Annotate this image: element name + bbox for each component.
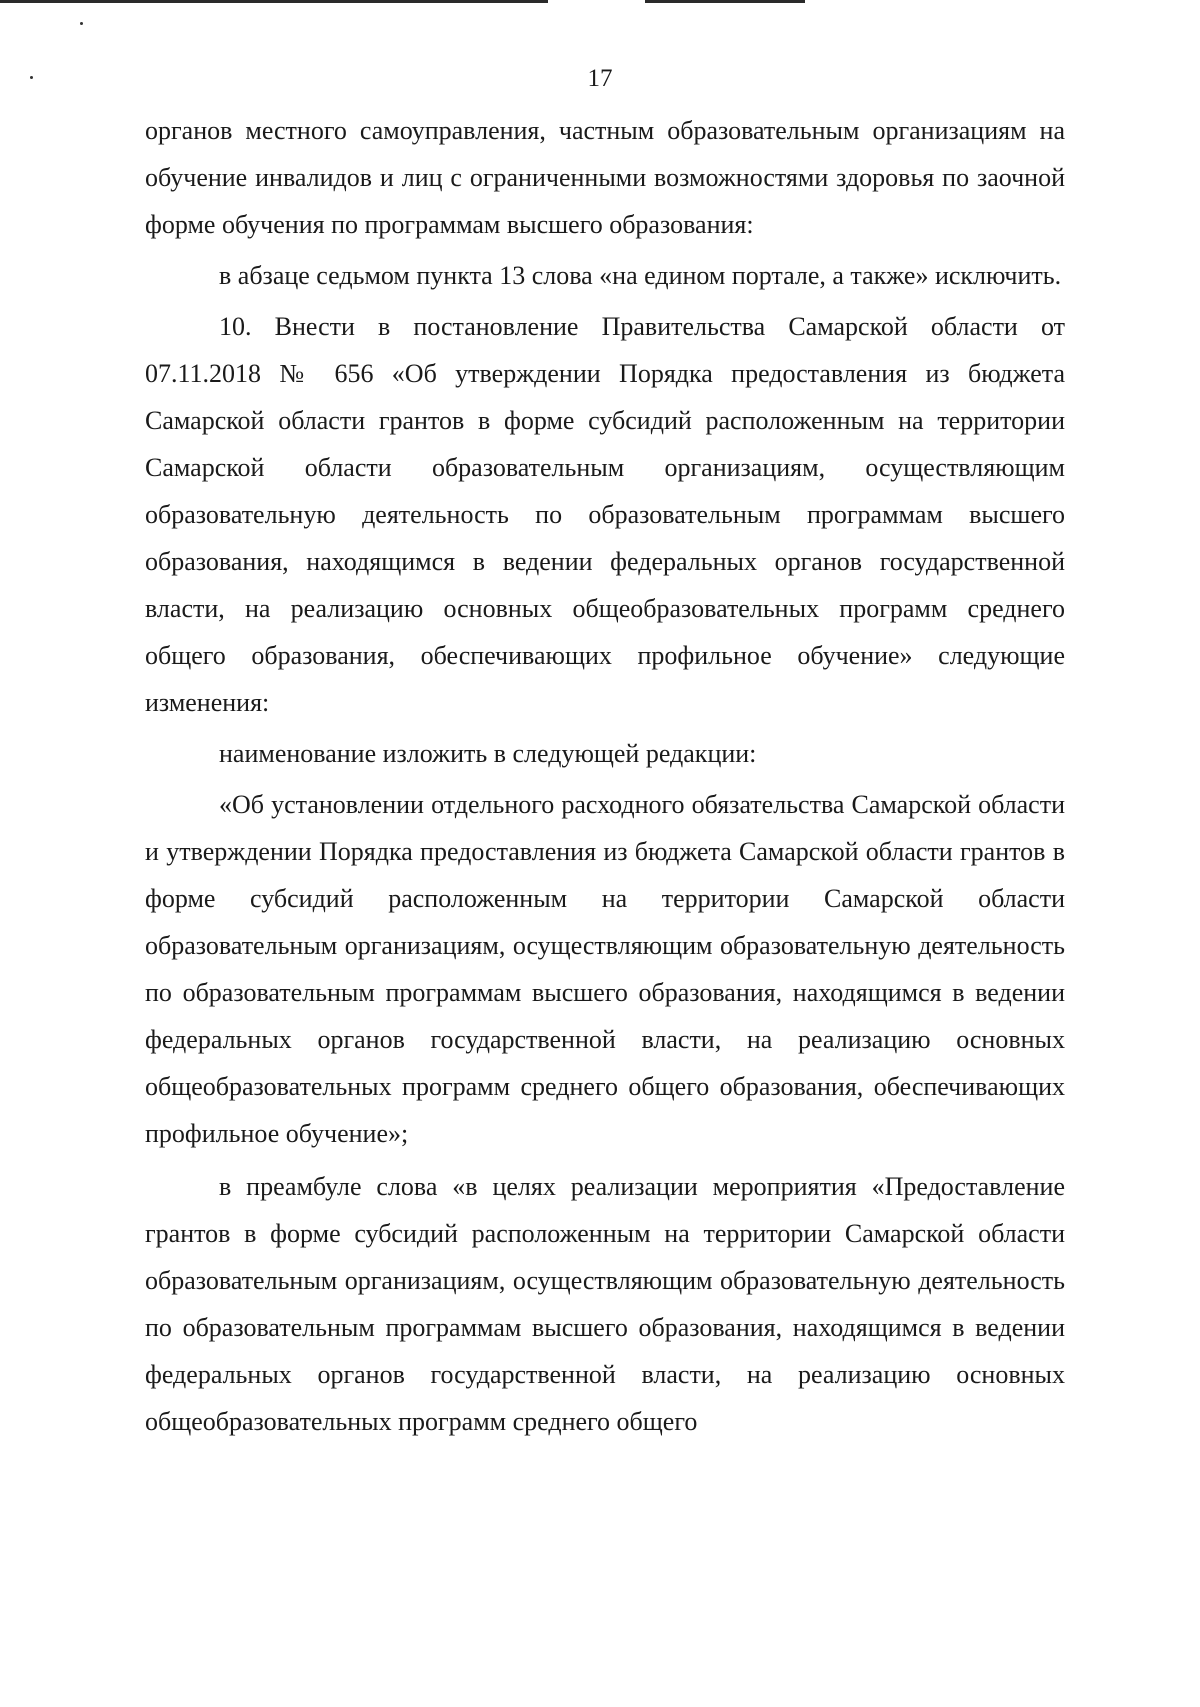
paragraph-abzats-13: в абзаце седьмом пункта 13 слова «на едином портале, а также» исключить.: [219, 261, 1062, 290]
paragraph-continuation: органов местного самоуправления, частным образовательным организациям на обучение инвалидов и лиц с ограниченными возможностями здоровья по заочной форме обучения по программам высшего образования:: [145, 116, 1065, 239]
page-number: 17: [587, 65, 613, 92]
document-body: [145, 107, 1065, 1445]
paragraph-new-title-quote: «Об установлении отдельного расходного обязательства Самарской области и утверждении Порядка предоставления из бюджета Самарской области грантов в форме субсидий расположенным на территории Самарской области образовательным организациям, осуществляющим образовательную деятельность по образовательным программам высшего образования, находящимся в ведении федеральных органов государственной власти, на реализацию основных общеобразовательных программ среднего общего образования, обеспечивающих профильное обучение»;: [145, 790, 1065, 1148]
paragraph-preambula: в преамбуле слова «в целях реализации мероприятия «Предоставление грантов в форме субсидий расположенным на территории Самарской области образовательным организациям, осуществляющим образовательную деятельность по образовательным программам высшего образования, находящимся в ведении федеральных органов государственной власти, на реализацию основных общеобразовательных программ среднего общего: [145, 1172, 1065, 1436]
scan-top-edge-left: [0, 0, 548, 3]
scan-top-edge-right: [645, 0, 805, 3]
paragraph-item-10: 10. Внести в постановление Правительства Самарской области от 07.11.2018 № 656 «Об утверждении Порядка предоставления из бюджета Самарской области грантов в форме субсидий расположенным на территории Самарской области образовательным организациям, осуществляющим образовательную деятельность по образовательным программам высшего образования, находящимся в ведении федеральных органов государственной власти, на реализацию основных общеобразовательных программ среднего общего образования, обеспечивающих профильное обучение» следующие изменения:: [145, 312, 1065, 717]
scan-speck: [80, 22, 83, 25]
paragraph-naimenovanie: наименование изложить в следующей редакции:: [219, 739, 757, 768]
